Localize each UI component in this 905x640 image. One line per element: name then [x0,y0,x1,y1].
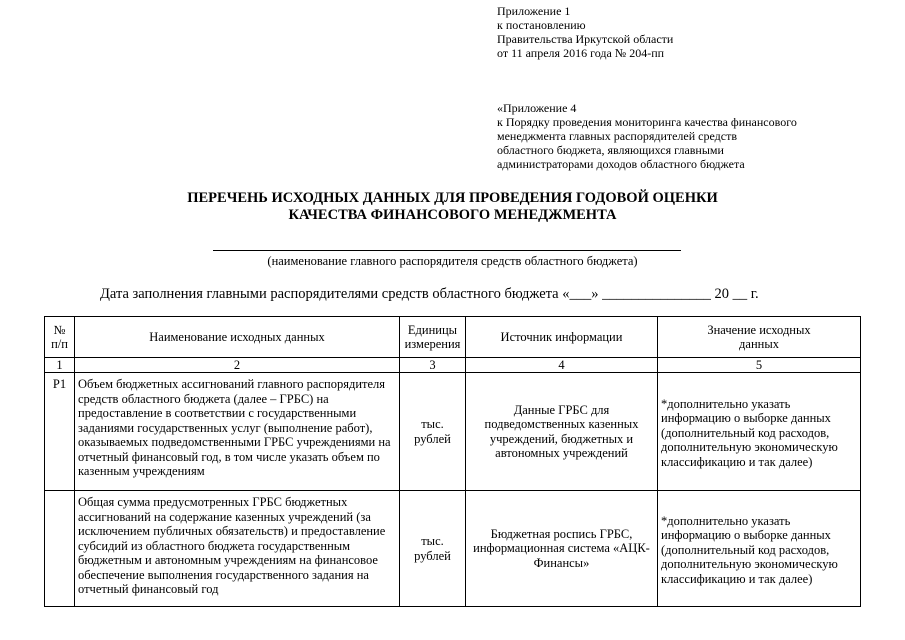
row-value-note: *дополнительно указать информацию о выборке данных (дополнительный код расходов, дополнительную экономическую классификацию и так далее) [658,491,861,607]
table-row [45,373,861,491]
table-header-row [45,317,861,358]
appendix-4-line: администраторами доходов областного бюджета [497,157,745,171]
appendix-4-line: к Порядку проведения мониторинга качества финансового [497,115,797,129]
column-number: 3 [400,358,466,373]
column-number: 1 [45,358,75,373]
column-number: 5 [658,358,861,373]
fill-date-line: Дата заполнения главными распорядителями средств областного бюджета «___» _______________ 20 __ г. [100,286,759,302]
appendix-4-line: «Приложение 4 [497,101,577,115]
org-name-caption: (наименование главного распорядителя средств областного бюджета) [267,254,638,268]
row-name: Общая сумма предусмотренных ГРБС бюджетных ассигнований на содержание казенных учреждений (за исключением публичных обязательств) и предоставление субсидий из областного бюджета государственным бюджетным и автономным учреждениям на финансовое обеспечение выполнения государственного задания на отчетный финансовый год [75,491,400,607]
column-number: 4 [466,358,658,373]
header-source: Источник информации [466,317,658,358]
header-units: Единицы измерения [400,317,466,358]
header-value: Значение исходных данных [658,317,861,358]
appendix-4-reference [497,101,797,171]
row-num [45,491,75,607]
appendix-1-line: к постановлению [497,18,586,32]
appendix-1-line: от 11 апреля 2016 года № 204-пп [497,46,665,60]
source-data-table [44,316,861,607]
appendix-1-line: Приложение 1 [497,4,571,18]
column-number-row [45,358,861,373]
row-source: Данные ГРБС для подведомственных казенных учреждений, бюджетных и автономных учреждений [466,373,658,491]
column-number: 2 [75,358,400,373]
row-name: Объем бюджетных ассигнований главного распорядителя средств областного бюджета (далее – ГРБС) на предоставление в соответствии с государственными заданиями государственных услуг (выполнение работ), оказываемых подведомственными ГРБС учреждениями на отчетный финансовый год, в том числе указать объем по казенным учреждениям [75,373,400,491]
table-row [45,491,861,607]
document-title [0,190,905,224]
appendix-1-reference [497,4,673,60]
row-units: тыс. рублей [400,373,466,491]
document-title-line-1: ПЕРЕЧЕНЬ ИСХОДНЫХ ДАННЫХ ДЛЯ ПРОВЕДЕНИЯ ГОДОВОЙ ОЦЕНКИ [187,190,718,206]
row-units: тыс. рублей [400,491,466,607]
appendix-4-line: менеджмента главных распорядителей средств [497,129,738,143]
document-title-line-2: КАЧЕСТВА ФИНАНСОВОГО МЕНЕДЖМЕНТА [288,207,617,223]
org-name-blank-line [213,250,681,251]
row-source: Бюджетная роспись ГРБС, информационная система «АЦК-Финансы» [466,491,658,607]
appendix-4-line: областного бюджета, являющихся главными [497,143,724,157]
header-name: Наименование исходных данных [75,317,400,358]
row-num: Р1 [45,373,75,491]
row-value-note: *дополнительно указать информацию о выборке данных (дополнительный код расходов, дополнительную экономическую классификацию и так далее) [658,373,861,491]
appendix-1-line: Правительства Иркутской области [497,32,674,46]
header-num: № п/п [45,317,75,358]
